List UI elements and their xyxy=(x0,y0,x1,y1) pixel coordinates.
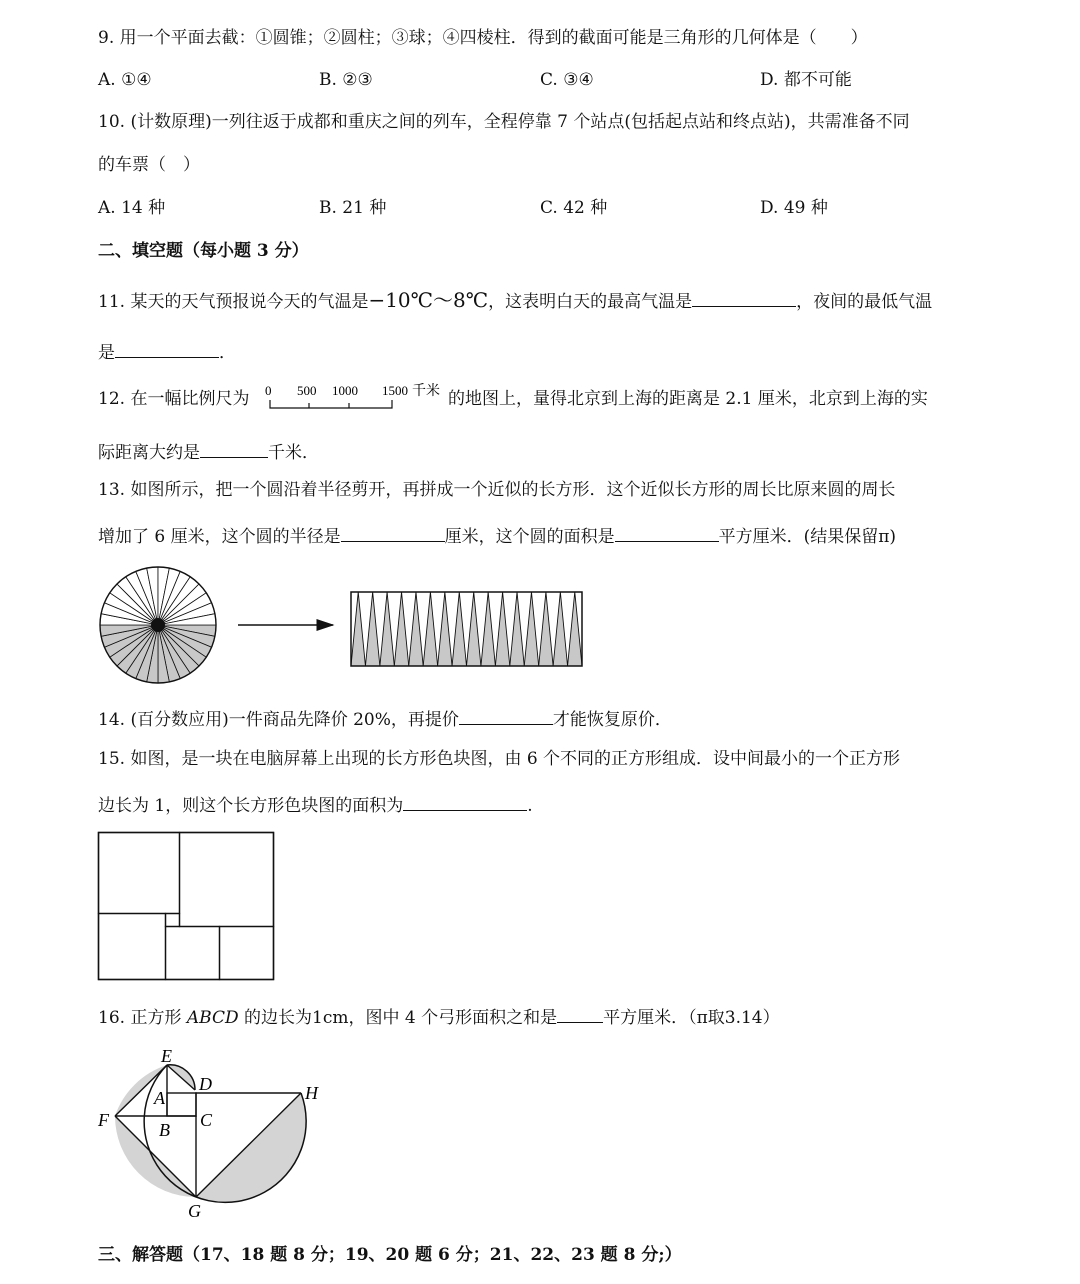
q12-blank-distance[interactable] xyxy=(200,441,268,458)
label-a: A xyxy=(154,1088,165,1108)
outer-rectangle xyxy=(99,833,274,980)
segment-gh xyxy=(196,1093,306,1202)
q12-text-1: 12. 在一幅比例尺为 xyxy=(98,389,250,409)
q11-text-3: ，夜间的最低气温 xyxy=(796,292,933,312)
q12-text-3: 际距离大约是 xyxy=(98,443,200,463)
rectangle-sector xyxy=(438,592,452,666)
q16-text-2: 的边长为1cm，图中 4 个弓形面积之和是 xyxy=(244,1008,558,1028)
rectangle-sector xyxy=(380,592,394,666)
rectangle-sector xyxy=(481,592,495,666)
q16-line xyxy=(98,1006,780,1027)
label-g: G xyxy=(188,1201,201,1221)
q11-blank-low[interactable] xyxy=(115,341,219,358)
rectangle-sector xyxy=(495,592,509,666)
q13-figure xyxy=(95,565,595,685)
square-abcd xyxy=(167,1093,196,1116)
rectangle-sectors xyxy=(351,592,582,666)
square-bottom-right xyxy=(220,927,274,980)
rectangle-sector xyxy=(423,592,437,666)
q10-stem-line1: 10. (计数原理)一列往返于成都和重庆之间的列车，全程停靠 7 个站点(包括起点站和终点站)，共需准备不同 xyxy=(98,112,910,132)
rectangle-sector xyxy=(365,592,379,666)
section-3-heading: 三、解答题（17、18 题 8 分；19、20 题 6 分；21、22、23 题 8 分;） xyxy=(98,1245,682,1265)
scale-tick-500: 500 xyxy=(297,383,317,398)
rectangle-sector xyxy=(351,592,365,666)
q11-temperature: −10℃～8℃ xyxy=(368,288,489,312)
rectangle-sector xyxy=(539,592,553,666)
q13-text-1: 增加了 6 厘米，这个圆的半径是 xyxy=(98,527,341,547)
rectangle-sector xyxy=(568,592,582,666)
square-bottom-left xyxy=(99,914,166,980)
square-bottom-middle xyxy=(166,927,220,980)
q12-line2 xyxy=(98,441,319,462)
label-d: D xyxy=(199,1074,212,1094)
q11-text-4: 是 xyxy=(98,343,115,363)
q16-blank[interactable] xyxy=(557,1006,603,1023)
q12-scale-bar xyxy=(262,383,452,413)
section-2-heading: 二、填空题（每小题 3 分） xyxy=(98,241,309,261)
q13-line2 xyxy=(98,525,896,546)
label-c: C xyxy=(200,1110,213,1130)
square-top-left xyxy=(99,833,180,914)
q9-option-c: C. ③④ xyxy=(540,70,594,90)
q11-line1 xyxy=(98,290,932,311)
q9-option-d: D. 都不可能 xyxy=(760,70,852,90)
label-b: B xyxy=(159,1120,170,1140)
q14-text-2: 才能恢复原价． xyxy=(552,710,672,730)
q11-text-5: ． xyxy=(219,343,236,363)
q14-text-1: 14. (百分数应用)一件商品先降价 20%，再提价 xyxy=(98,710,459,730)
rectangle-sector xyxy=(553,592,567,666)
rectangle-sector xyxy=(524,592,538,666)
q10-option-a: A. 14 种 xyxy=(98,198,166,218)
circle-sectors xyxy=(100,567,216,683)
q10-option-c: C. 42 种 xyxy=(540,198,608,218)
q16-text-1: 16. 正方形 xyxy=(98,1008,182,1028)
q11-blank-high[interactable] xyxy=(692,290,796,307)
label-e: E xyxy=(161,1046,172,1066)
q10-option-d: D. 49 种 xyxy=(760,198,828,218)
q13-blank-area[interactable] xyxy=(615,525,719,542)
q11-line2 xyxy=(98,341,236,362)
q11-text-1: 11. 某天的天气预报说今天的气温是 xyxy=(98,292,369,312)
q14-line xyxy=(98,708,672,729)
rectangle-sector xyxy=(409,592,423,666)
label-f: F xyxy=(98,1110,109,1130)
q13-text-2: 厘米，这个圆的面积是 xyxy=(444,527,615,547)
q13-text-3: 平方厘米．(结果保留π) xyxy=(718,527,897,547)
square-small-center xyxy=(166,914,180,927)
q14-blank[interactable] xyxy=(459,708,553,725)
q9-stem: 9. 用一个平面去截：①圆锥；②圆柱；③球；④四棱柱．得到的截面可能是三角形的几何体是（ ） xyxy=(98,28,868,48)
q15-line2 xyxy=(98,794,533,815)
q11-text-2: ，这表明白天的最高气温是 xyxy=(488,292,693,312)
q15-figure xyxy=(97,831,277,983)
scale-line xyxy=(270,400,392,408)
scale-tick-1500: 1500 xyxy=(382,383,408,398)
q16-figure xyxy=(95,1042,335,1222)
q12-text-2: 的地图上，量得北京到上海的距离是 2.1 厘米，北京到上海的实 xyxy=(448,389,928,409)
q9-option-a: A. ①④ xyxy=(98,70,152,90)
rectangle-sector xyxy=(394,592,408,666)
q16-text-3: 平方厘米．（π取3.14） xyxy=(603,1008,780,1028)
rectangle-sector xyxy=(510,592,524,666)
scale-tick-1000: 1000 xyxy=(332,383,358,398)
scale-unit: 千米 xyxy=(412,384,440,399)
q12-text-4: 千米． xyxy=(268,443,319,463)
rectangle-sector xyxy=(467,592,481,666)
q15-text-1: 边长为 1，则这个长方形色块图的面积为 xyxy=(98,796,404,816)
square-top-right xyxy=(180,833,274,927)
q10-option-b: B. 21 种 xyxy=(319,198,387,218)
label-h: H xyxy=(305,1083,318,1103)
circle-center xyxy=(151,618,165,632)
q10-stem-line2: 的车票（ ） xyxy=(98,155,200,175)
rectangle-sector xyxy=(452,592,466,666)
q15-blank[interactable] xyxy=(403,794,527,811)
scale-tick-0: 0 xyxy=(265,383,272,398)
q15-line1: 15. 如图，是一块在电脑屏幕上出现的长方形色块图，由 6 个不同的正方形组成．设中间最小的一个正方形 xyxy=(98,749,901,769)
q9-option-b: B. ②③ xyxy=(319,70,373,90)
q16-square-name: ABCD xyxy=(186,1008,239,1028)
q15-text-2: . xyxy=(527,796,533,816)
q13-blank-radius[interactable] xyxy=(341,525,445,542)
q13-line1: 13. 如图所示，把一个圆沿着半径剪开，再拼成一个近似的长方形．这个近似长方形的周长比原来圆的周长 xyxy=(98,480,896,500)
